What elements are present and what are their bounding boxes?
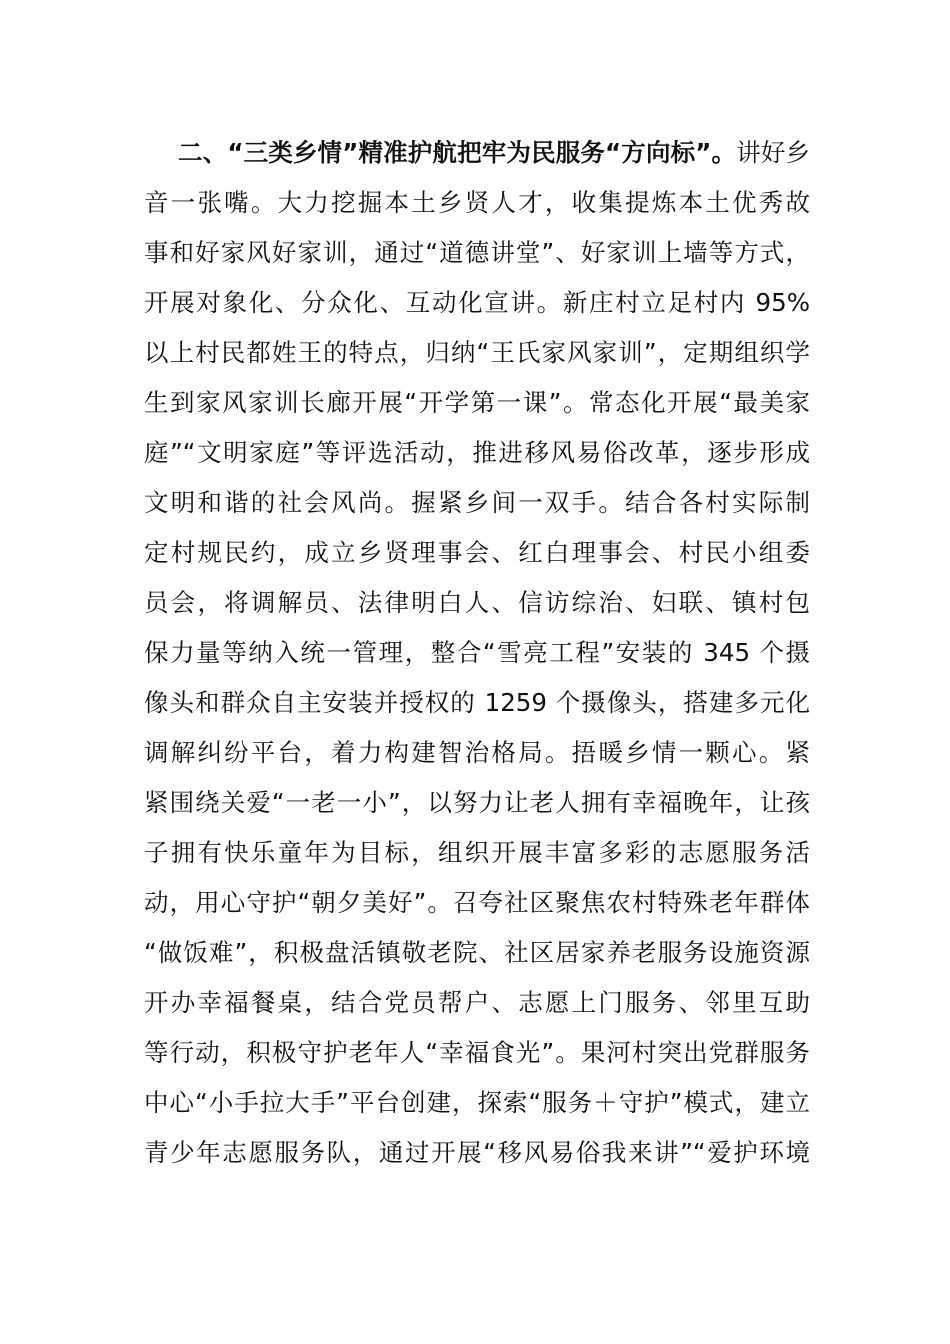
paragraph-line-1 [144,128,810,178]
line-text: 讲好乡 [736,138,811,167]
paragraph-line-19: 等行动，积极守护老年人“幸福食光”。果河村突出党群服务 [144,1038,810,1067]
paragraph-line-15: 子拥有快乐童年为目标，组织开展丰富多彩的志愿服务活 [144,838,810,867]
paragraph-line-21: 青少年志愿服务队，通过开展“移风易俗我来讲”“爱护环境 [144,1138,810,1167]
document-body [144,128,810,1178]
section-heading: 二、“三类乡情”精准护航把牢为民服务“方向标”。 [178,138,737,167]
paragraph-line-18: 开办幸福餐桌，结合党员帮户、志愿上门服务、邻里互助 [144,988,810,1017]
paragraph-line-7: 庭”“文明家庭”等评选活动，推进移风易俗改革，逐步形成 [144,438,810,467]
paragraph-line-5: 以上村民都姓王的特点，归纳“王氏家风家训”，定期组织学 [144,338,810,367]
paragraph-line-17: “做饭难”，积极盘活镇敬老院、社区居家养老服务设施资源 [144,938,810,967]
paragraph-line-14: 紧围绕关爱“一老一小”，以努力让老人拥有幸福晚年，让孩 [144,788,810,817]
paragraph-line-8: 文明和谐的社会风尚。握紧乡间一双手。结合各村实际制 [144,488,810,517]
paragraph-line-13: 调解纠纷平台，着力构建智治格局。捂暖乡情一颗心。紧 [144,738,810,767]
paragraph-line-9: 定村规民约，成立乡贤理事会、红白理事会、村民小组委 [144,538,810,567]
paragraph-line-2: 音一张嘴。大力挖掘本土乡贤人才，收集提炼本土优秀故 [144,188,810,217]
paragraph-line-3: 事和好家风好家训，通过“道德讲堂”、好家训上墙等方式， [144,238,810,267]
paragraph-line-10: 员会，将调解员、法律明白人、信访综治、妇联、镇村包 [144,588,810,617]
paragraph-line-12: 像头和群众自主安装并授权的 1259 个摄像头，搭建多元化 [144,688,810,717]
paragraph-line-11: 保力量等纳入统一管理，整合“雪亮工程”安装的 345 个摄 [144,638,810,667]
paragraph-line-4: 开展对象化、分众化、互动化宣讲。新庄村立足村内 95% [144,288,810,317]
paragraph-line-20: 中心“小手拉大手”平台创建，探索“服务＋守护”模式，建立 [144,1088,810,1117]
paragraph-line-16: 动，用心守护“朝夕美好”。召夸社区聚焦农村特殊老年群体 [144,888,810,917]
paragraph-line-6: 生到家风家训长廊开展“开学第一课”。常态化开展“最美家 [144,388,810,417]
